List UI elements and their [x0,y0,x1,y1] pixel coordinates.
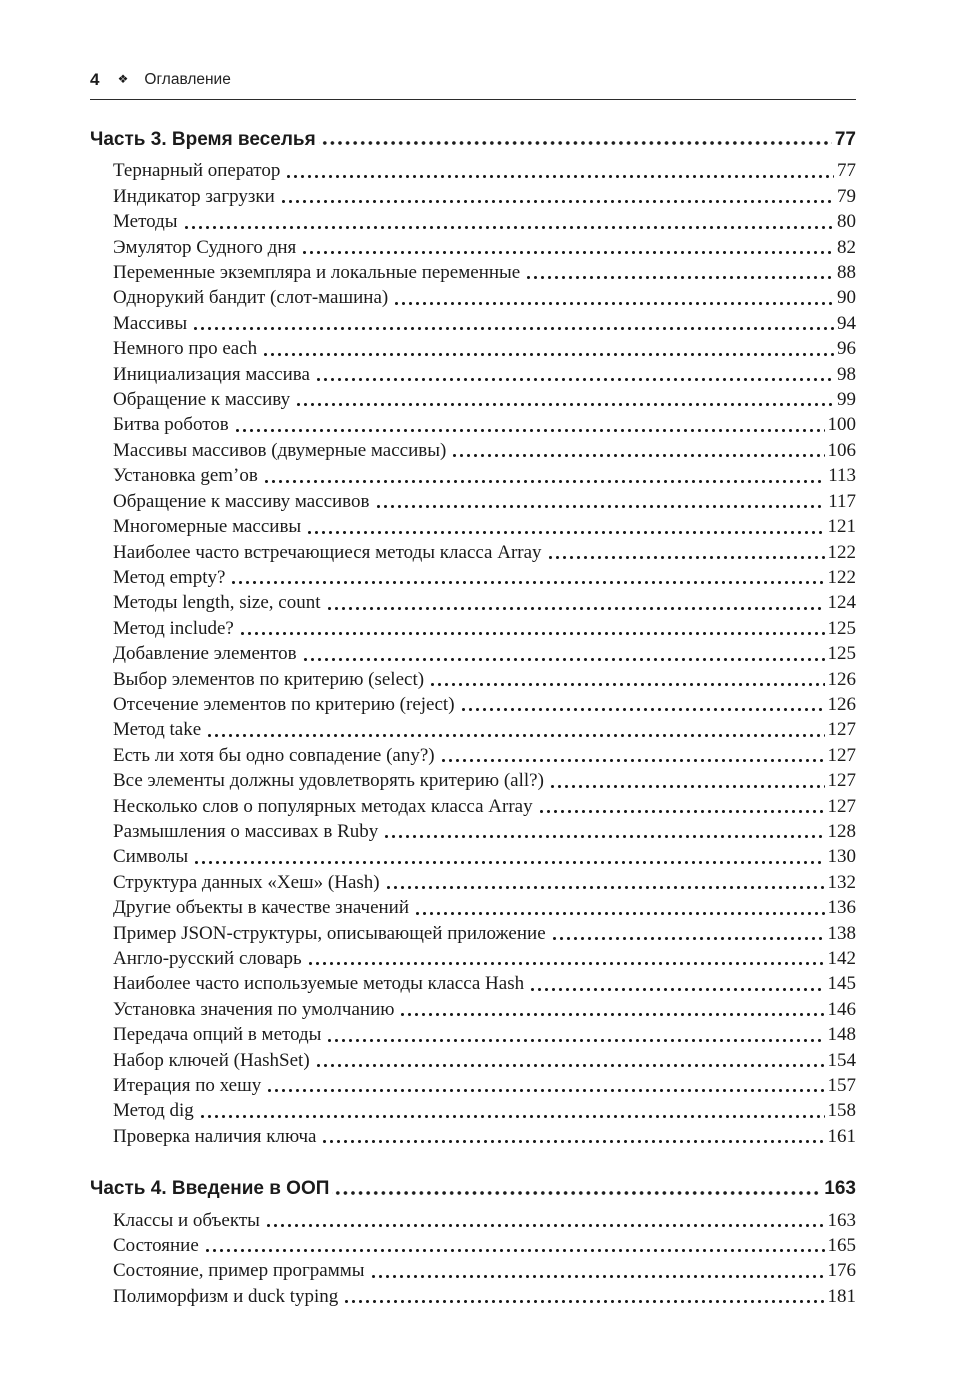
toc-entry-title: Битва роботов [113,414,229,436]
toc-entry-title: Метод take [113,719,202,741]
toc-entry-page: 77 [837,160,856,182]
dot-leader [341,1285,824,1309]
dot-leader [190,312,834,336]
dot-leader [283,160,834,184]
toc-entry-page: 128 [827,820,856,842]
toc-entry-title: Есть ли хотя бы одно совпадение (any?) [113,744,435,766]
toc-entry-title: Массивы [113,312,188,334]
toc-entry-title: Размышления о массивах в Ruby [113,820,379,842]
toc-entry-title: Структура данных «Хеш» (Hash) [113,871,380,893]
toc-entry-title: Символы [113,846,189,868]
toc-section-entries [90,158,856,1149]
toc-entry-page: 161 [827,1125,856,1147]
diamond-icon: ❖ [117,72,129,86]
toc-entry-title: Все элементы должны удовлетворять критерию (all?) [113,770,544,792]
toc-entry-title: Методы length, size, count [113,592,321,614]
toc-section [90,127,856,1149]
toc-entry-page: 82 [837,236,856,258]
toc-entry [113,1073,856,1098]
toc-entry [113,692,856,717]
toc-entry-title: Однорукий бандит (слот-машина) [113,287,389,309]
toc-entry-title: Наиболее часто используемые методы класса Hash [113,973,525,995]
toc-entry-page: 154 [827,1049,856,1071]
toc-entry [113,362,856,387]
dot-leader [293,388,834,412]
toc-entry-page: 181 [827,1285,856,1307]
toc-entry-title: Состояние, пример программы [113,1260,365,1282]
toc-entry-title: Наиболее часто встречающиеся методы класса Array [113,541,542,563]
dot-leader [458,693,825,717]
toc-entry-title: Эмулятор Судного дня [113,236,297,258]
dot-leader [324,592,825,616]
toc-page [90,70,856,1309]
toc-entry-page: 126 [827,693,856,715]
toc-entry-title: Немного про each [113,338,258,360]
toc-section-header [90,127,856,152]
toc-section-title: Часть 3. Время веселья [90,129,316,150]
toc-entry-page: 121 [827,516,856,538]
dot-leader [332,1178,821,1202]
toc-entry [113,921,856,946]
toc-entry [113,768,856,793]
toc-section-page: 77 [834,129,856,150]
toc-entry [113,997,856,1022]
dot-leader [313,1049,825,1073]
toc-entry [113,311,856,336]
dot-leader [397,998,824,1022]
toc-section [90,1176,856,1309]
dot-leader [300,643,825,667]
dot-leader [383,871,825,895]
dot-leader [263,1209,825,1233]
page-number: 4 [90,70,100,89]
dot-leader [368,1260,825,1284]
running-head [90,70,856,100]
toc-entry-title: Метод include? [113,617,234,639]
toc-entry-page: 113 [828,465,856,487]
dot-leader [449,439,824,463]
toc-entry-page: 130 [827,846,856,868]
toc-entry-title: Несколько слов о популярных методах класса Array [113,795,533,817]
dot-leader [391,287,834,311]
toc-entry [113,260,856,285]
toc-entry [113,819,856,844]
toc-entry-title: Состояние [113,1235,199,1257]
dot-leader [304,516,824,540]
dot-leader [261,465,825,489]
dot-leader [319,128,832,152]
toc-entry-page: 127 [827,795,856,817]
toc-entry-page: 157 [827,1075,856,1097]
toc-entry-page: 79 [837,185,856,207]
toc-entry [113,667,856,692]
toc-entry-page: 146 [827,998,856,1020]
toc-entry [113,565,856,590]
toc-entry [113,158,856,183]
dot-leader [412,897,824,921]
toc-entry [113,616,856,641]
toc-entry-title: Установка значения по умолчанию [113,998,395,1020]
toc-entry-title: Многомерные массивы [113,516,302,538]
toc-section-page: 163 [824,1178,856,1200]
dot-leader [313,363,834,387]
toc-entry [113,209,856,234]
toc-entry-page: 163 [827,1209,856,1231]
dot-leader [545,541,825,565]
toc-entry-page: 127 [827,744,856,766]
toc-entry-title: Англо-русский словарь [113,948,302,969]
toc-entry [113,971,856,996]
toc-entry-page: 145 [827,973,856,995]
toc-entry [113,895,856,920]
toc-entry-page: 126 [827,668,856,690]
toc-entry-title: Индикатор загрузки [113,185,275,207]
toc-entry-title: Метод dig [113,1100,194,1122]
toc-entry-page: 125 [827,617,856,639]
toc-entry-page: 127 [827,719,856,741]
toc-entry [113,717,856,742]
toc-entry-title: Полиморфизм и duck typing [113,1285,339,1307]
toc-entry-title: Набор ключей (HashSet) [113,1049,310,1071]
toc-entry [113,438,856,463]
toc-entry [113,184,856,209]
toc-entry-title: Обращение к массиву массивов [113,490,370,512]
dot-leader [264,1074,824,1098]
toc-entry [113,1124,856,1149]
toc-entry [113,1048,856,1073]
toc-entry-page: 94 [837,312,856,334]
toc-entry [113,412,856,437]
toc-entry-title: Инициализация массива [113,363,310,385]
toc-section-header [90,1176,856,1201]
toc-entry-page: 100 [827,414,856,436]
toc-entry-title: Проверка наличия ключа [113,1125,317,1147]
toc-entry-page: 125 [827,643,856,665]
toc-entry [113,870,856,895]
toc-entry-page: 122 [827,541,856,563]
toc-entry [113,336,856,361]
toc-entry-title: Методы [113,211,178,233]
dot-leader [202,1234,825,1258]
dot-leader [260,338,834,362]
toc-entry-title: Передача опций в методы [113,1024,322,1046]
toc-entry-page: 127 [827,770,856,792]
toc [90,127,856,1309]
toc-entry-page: 106 [827,439,856,461]
dot-leader [237,617,825,641]
toc-entry-title: Тернарный оператор [113,160,281,182]
toc-entry-page: 122 [827,566,856,588]
toc-entry [113,641,856,666]
toc-entry-page: 158 [827,1100,856,1122]
dot-leader [299,236,834,260]
dot-leader [305,947,825,971]
toc-entry [113,1208,856,1233]
toc-entry-page: 90 [837,287,856,309]
toc-entry-title: Обращение к массиву [113,389,291,411]
toc-entry [113,946,856,971]
toc-entry [113,463,856,488]
toc-entry-title: Переменные экземпляра и локальные переменные [113,262,521,284]
dot-leader [527,973,824,997]
dot-leader [549,922,825,946]
toc-entry-title: Установка gem’ов [113,465,258,487]
toc-entry [113,743,856,768]
toc-entry-title: Итерация по хешу [113,1075,262,1097]
toc-entry-page: 148 [827,1024,856,1046]
toc-entry [113,285,856,310]
toc-entry-page: 117 [828,490,856,512]
running-head-title: Оглавление [144,71,231,88]
toc-entry-page: 176 [827,1260,856,1282]
dot-leader [191,846,824,870]
toc-entry [113,1233,856,1258]
toc-entry-title: Метод empty? [113,566,226,588]
dot-leader [232,414,825,438]
dot-leader [228,566,824,590]
toc-section-title: Часть 4. Введение в ООП [90,1178,330,1200]
dot-leader [547,770,825,794]
dot-leader [381,820,824,844]
dot-leader [536,795,825,819]
toc-entry-title: Другие объекты в качестве значений [113,897,410,919]
dot-leader [438,744,825,768]
dot-leader [523,261,834,285]
dot-leader [319,1125,824,1149]
toc-entry-page: 88 [837,262,856,284]
toc-entry [113,1284,856,1309]
toc-entry-page: 99 [837,389,856,411]
toc-entry [113,1022,856,1047]
toc-entry-page: 138 [827,922,856,944]
toc-entry-title: Массивы массивов (двумерные массивы) [113,439,447,461]
toc-entry-title: Отсечение элементов по критерию (reject) [113,693,455,715]
toc-entry [113,794,856,819]
toc-entry [113,1098,856,1123]
toc-entry [113,844,856,869]
dot-leader [427,668,824,692]
toc-entry-title: Добавление элементов [113,643,297,665]
toc-entry [113,235,856,260]
dot-leader [278,185,834,209]
toc-entry-title: Пример JSON-структуры, описывающей приложение [113,922,546,944]
dot-leader [373,490,826,514]
toc-entry-page: 124 [827,592,856,614]
toc-entry-page: 132 [827,871,856,893]
toc-entry-page: 142 [827,948,856,969]
dot-leader [181,211,834,235]
toc-entry [113,489,856,514]
toc-entry [113,590,856,615]
toc-entry [113,1258,856,1283]
toc-entry [113,514,856,539]
toc-entry-page: 80 [837,211,856,233]
toc-entry-page: 136 [827,897,856,919]
toc-entry-page: 96 [837,338,856,360]
toc-entry [113,387,856,412]
toc-section-entries [90,1208,856,1310]
toc-entry-page: 98 [837,363,856,385]
dot-leader [324,1024,824,1048]
toc-entry [113,540,856,565]
dot-leader [197,1100,825,1124]
toc-entry-title: Выбор элементов по критерию (select) [113,668,425,690]
toc-entry-title: Классы и объекты [113,1209,260,1231]
toc-entry-page: 165 [827,1235,856,1257]
dot-leader [204,719,824,743]
